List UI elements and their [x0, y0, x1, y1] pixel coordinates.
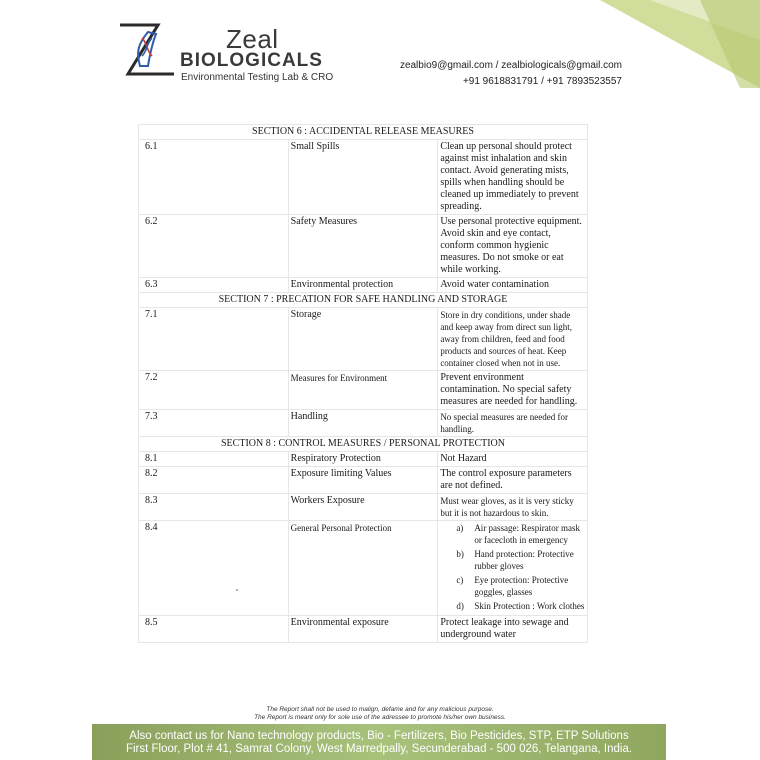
list-item — [456, 600, 585, 612]
item-value: Clean up personal should protect against mist inhalation and skin contact. Avoid generating mists, spills when handling should be cleaned up immediately to prevent spreading. — [438, 140, 588, 215]
item-value: Prevent environment contamination. No special safety measures are needed for handling. — [438, 371, 588, 410]
item-number: 8.4 — [139, 521, 289, 616]
table-row — [139, 494, 588, 521]
list-item — [456, 548, 585, 572]
disclaimer-line-2: The Report is meant only for sole use of the adressee to promote his/her own business. — [254, 714, 506, 721]
item-number: 6.3 — [139, 278, 289, 293]
table-row — [139, 215, 588, 278]
item-value: Must wear gloves, as it is very sticky but it is not hazardous to skin. — [438, 494, 588, 521]
msds-content — [138, 124, 588, 643]
item-value: Not Hazard — [438, 452, 588, 467]
item-value — [438, 521, 588, 616]
brand-name-biologicals: BIOLOGICALS — [180, 50, 323, 71]
table-row — [139, 308, 588, 371]
list-text: Hand protection: Protective rubber gloves — [474, 549, 574, 571]
list-text: Skin Protection : Work clothes — [474, 601, 585, 611]
item-number: 7.2 — [139, 371, 289, 410]
msds-table — [138, 124, 588, 643]
section-header-row — [139, 437, 588, 452]
flask-dna-logo-icon — [118, 22, 178, 78]
table-row — [139, 616, 588, 643]
item-label: Handling — [288, 410, 438, 437]
list-marker: d) — [456, 601, 464, 611]
footer-services: Also contact us for Nano technology products, Bio - Fertilizers, Bio Pesticides, STP, ETP Solutions — [129, 730, 629, 742]
item-label: General Personal Protection — [288, 521, 438, 616]
item-number: 8.2 — [139, 467, 289, 494]
table-row — [139, 410, 588, 437]
item-value: Avoid water contamination — [438, 278, 588, 293]
list-text: Air passage: Respirator mask or facecloth in emergency — [474, 523, 581, 545]
disclaimer-line-1: The Report shall not be used to malign, defame and for any malicious purpose. — [266, 706, 494, 713]
contact-emails[interactable]: zealbio9@gmail.com / zealbiologicals@gmail.com — [399, 60, 622, 71]
table-row — [139, 467, 588, 494]
list-marker: c) — [456, 575, 464, 585]
list-text: Eye protection: Protective goggles, glasses — [474, 575, 569, 597]
footer-banner — [92, 724, 666, 760]
item-label: Environmental protection — [288, 278, 438, 293]
item-number: 8.5 — [139, 616, 289, 643]
item-value: Use personal protective equipment. Avoid skin and eye contact, conform common hygienic measures. Do not smoke or eat while working. — [438, 215, 588, 278]
item-number: 8.1 — [139, 452, 289, 467]
brand-tagline: Environmental Testing Lab & CRO — [181, 72, 334, 83]
item-label: Environmental exposure — [288, 616, 438, 643]
item-number: 6.1 — [139, 140, 289, 215]
table-row — [139, 452, 588, 467]
item-number: 8.3 — [139, 494, 289, 521]
section-header-row — [139, 293, 588, 308]
table-row — [139, 371, 588, 410]
item-value: Store in dry conditions, under shade and keep away from direct sun light, away from children, feed and food products and sources of heat. Keep container closed when not in use. — [438, 308, 588, 371]
item-value: No special measures are needed for handling. — [438, 410, 588, 437]
list-marker: b) — [456, 549, 464, 559]
list-marker: a) — [456, 523, 464, 533]
brand-name: Zeal — [226, 24, 279, 54]
section-title: SECTION 8 : CONTROL MEASURES / PERSONAL PROTECTION — [139, 437, 588, 452]
list-item — [456, 522, 585, 546]
section-title: SECTION 7 : PRECATION FOR SAFE HANDLING AND STORAGE — [139, 293, 588, 308]
item-label: Respiratory Protection — [288, 452, 438, 467]
table-row — [139, 521, 588, 616]
table-row — [139, 140, 588, 215]
contact-block — [400, 58, 622, 90]
item-number: 7.3 — [139, 410, 289, 437]
item-number: 7.1 — [139, 308, 289, 371]
section-header-row — [139, 125, 588, 140]
section-title: SECTION 6 : ACCIDENTAL RELEASE MEASURES — [139, 125, 588, 140]
item-label: Safety Measures — [288, 215, 438, 278]
item-label: Workers Exposure — [288, 494, 438, 521]
page-speck — [236, 589, 238, 591]
contact-phones: +91 9618831791 / +91 7893523557 — [462, 76, 622, 87]
item-label: Small Spills — [288, 140, 438, 215]
disclaimer — [0, 706, 760, 722]
item-number: 6.2 — [139, 215, 289, 278]
item-value: Protect leakage into sewage and underground water — [438, 616, 588, 643]
item-label: Storage — [288, 308, 438, 371]
list-item — [456, 574, 585, 598]
item-value: The control exposure parameters are not defined. — [438, 467, 588, 494]
table-row — [139, 278, 588, 293]
item-label: Exposure limiting Values — [288, 467, 438, 494]
item-label: Measures for Environment — [288, 371, 438, 410]
footer-address: First Floor, Plot # 41, Samrat Colony, West Marredpally, Secunderabad - 500 026, Telangana, India. — [125, 743, 633, 755]
protection-list — [440, 522, 585, 612]
